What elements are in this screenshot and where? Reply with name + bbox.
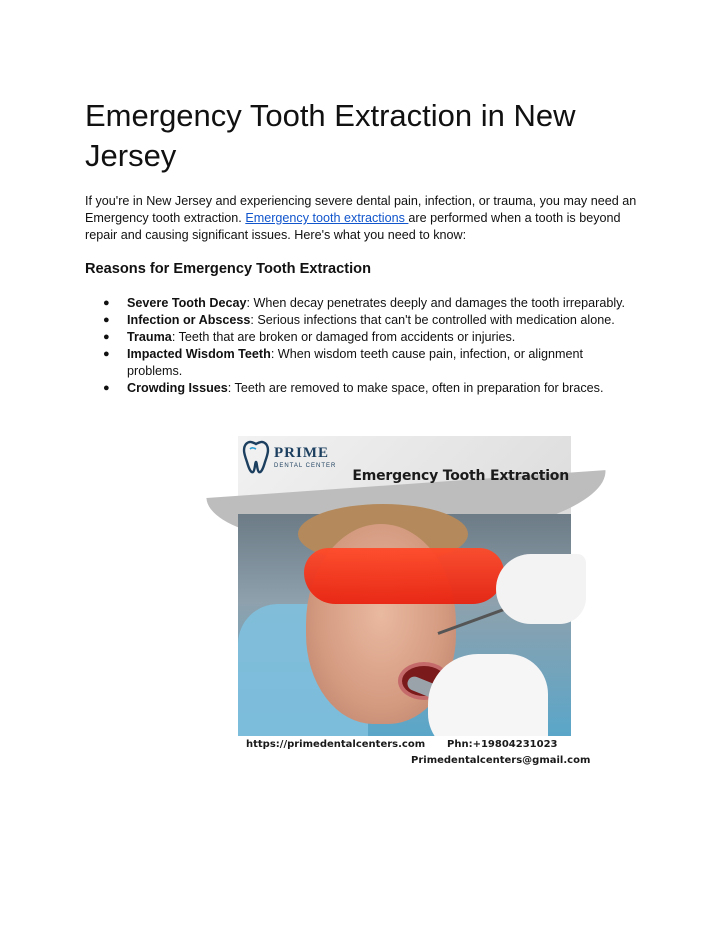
intro-paragraph (85, 193, 641, 244)
bullet-icon: ● (103, 314, 110, 326)
section-heading: Reasons for Emergency Tooth Extraction (85, 261, 371, 277)
promo-phone: Phn:+19804231023 (447, 739, 558, 750)
tooth-logo-icon (242, 440, 270, 474)
bullet-icon: ● (103, 297, 110, 309)
reason-term: Trauma (127, 330, 172, 344)
reason-text: : When decay penetrates deeply and damages the tooth irreparably. (246, 296, 625, 310)
promo-url: https://primedentalcenters.com (246, 739, 426, 750)
brand-subtitle: DENTAL CENTER (274, 462, 337, 469)
brand-logo (242, 440, 336, 474)
list-item (85, 380, 641, 397)
promo-email: Primedentalcenters@gmail.com (411, 755, 591, 766)
reason-text: : Serious infections that can't be controlled with medication alone. (250, 313, 615, 327)
promo-headline: Emergency Tooth Extraction (352, 468, 569, 484)
list-item (85, 346, 641, 380)
reason-term: Impacted Wisdom Teeth (127, 347, 271, 361)
list-item (85, 295, 641, 312)
promo-contact-footer (238, 736, 591, 769)
reason-term: Severe Tooth Decay (127, 296, 247, 310)
list-item (85, 329, 641, 346)
bullet-icon: ● (103, 331, 110, 343)
reason-term: Infection or Abscess (127, 313, 251, 327)
reason-text: : Teeth are removed to make space, often in preparation for braces. (227, 381, 604, 395)
page-title: Emergency Tooth Extraction in New Jersey (85, 98, 576, 173)
intro-text-after: are performed when a tooth is beyond repair and causing significant issues. Here's what you need to know: (85, 211, 621, 242)
reason-term: Crowding Issues (127, 381, 228, 395)
protective-goggles (304, 548, 504, 604)
reason-text: : When wisdom teeth cause pain, infection, or alignment problems. (127, 347, 584, 378)
bullet-icon: ● (103, 348, 110, 360)
emergency-extractions-link[interactable]: Emergency tooth extractions (245, 211, 409, 225)
brand-name: PRIME (274, 444, 329, 461)
intro-text-before: If you're in New Jersey and experiencing severe dental pain, infection, or trauma, you may need an Emergency tooth extraction. (85, 194, 637, 225)
reasons-list (85, 295, 641, 397)
list-item (85, 312, 641, 329)
dentist-glove-upper (496, 554, 586, 624)
reason-text: : Teeth that are broken or damaged from accidents or injuries. (171, 330, 516, 344)
promo-image (238, 436, 591, 769)
dental-photo (238, 514, 571, 736)
bullet-icon: ● (103, 382, 110, 394)
